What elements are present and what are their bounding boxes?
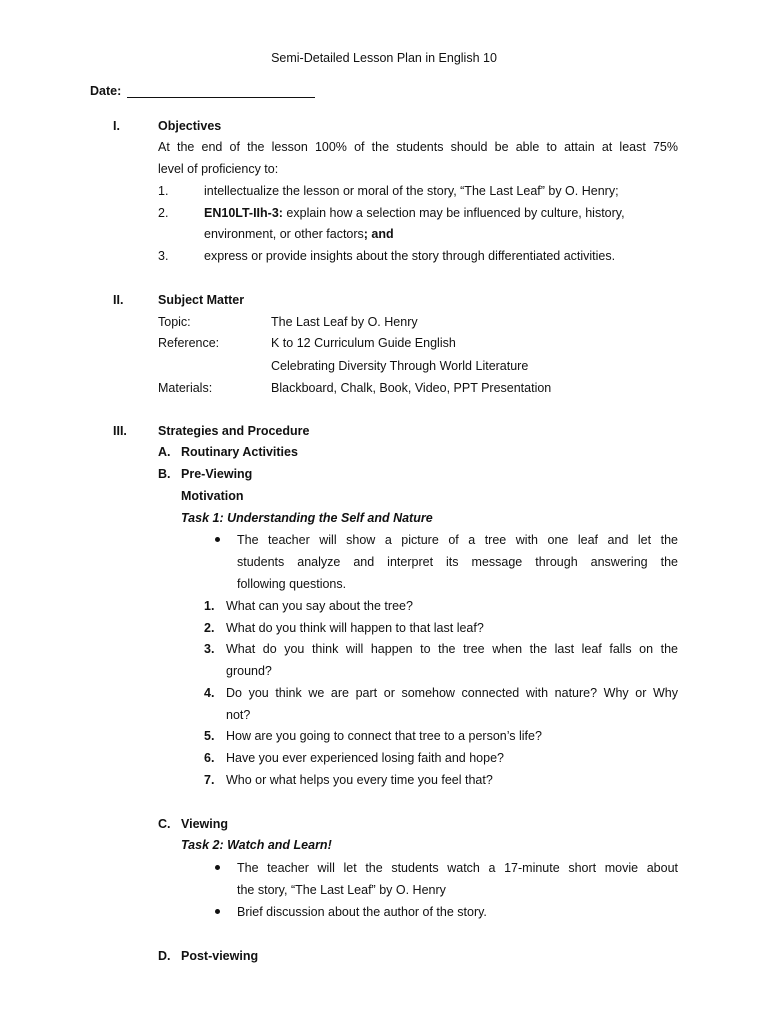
list-number: 3. <box>204 642 215 656</box>
list-number: 2. <box>158 206 169 220</box>
objective-item-2-line2-text: environment, or other factors <box>204 227 364 241</box>
section-heading: Objectives <box>158 119 222 133</box>
subsection-letter: A. <box>158 445 171 459</box>
question-item-continued: not? <box>226 708 251 722</box>
list-number: 3. <box>158 249 169 263</box>
objectives-intro-line1: At the end of the lesson 100% of the students should be able to attain at least 75% <box>158 140 678 154</box>
question-item: Do you think we are part or somehow connected with nature? Why or Why <box>226 686 678 700</box>
objective-item-2-line1: explain how a selection may be influenced by culture, history, <box>282 206 625 220</box>
section-numeral: I. <box>113 119 120 133</box>
section-numeral: II. <box>113 293 124 307</box>
reference-value: K to 12 Curriculum Guide English <box>271 336 456 350</box>
objective-item-2 <box>204 205 678 221</box>
list-number: 2. <box>204 621 215 635</box>
objective-item-3: express or provide insights about the story through differentiated activities. <box>204 249 616 263</box>
subsection-label: Viewing <box>181 817 229 831</box>
list-number: 7. <box>204 773 215 787</box>
question-item: How are you going to connect that tree to a person’s life? <box>226 729 542 743</box>
list-number: 1. <box>204 599 215 613</box>
section-numeral: III. <box>113 424 127 438</box>
competency-code: EN10LT-IIh-3: <box>204 206 283 220</box>
subsection-letter: C. <box>158 817 171 831</box>
task-1-heading: Task 1: Understanding the Self and Nature <box>181 511 433 525</box>
task2-bullet2: Brief discussion about the author of the story. <box>237 905 487 919</box>
question-item-continued: ground? <box>226 664 272 678</box>
task1-bullet-line1: The teacher will show a picture of a tree with one leaf and let the <box>237 533 678 547</box>
topic-label: Topic: <box>158 315 191 329</box>
list-number: 4. <box>204 686 215 700</box>
question-item: What can you say about the tree? <box>226 599 413 613</box>
objective-item-2-line2 <box>204 226 394 242</box>
question-item: Have you ever experienced losing faith and hope? <box>226 751 504 765</box>
bullet-icon <box>215 909 220 914</box>
task1-bullet-line2: students analyze and interpret its message through answering the <box>237 555 678 569</box>
reference-value: Celebrating Diversity Through World Literature <box>271 359 529 373</box>
task1-bullet-line3: following questions. <box>237 577 347 591</box>
subsection-letter: D. <box>158 949 171 963</box>
objective-item-2-line2-end: ; and <box>363 227 394 241</box>
subsection-label: Routinary Activities <box>181 445 298 459</box>
question-item: What do you think will happen to that last leaf? <box>226 621 484 635</box>
question-item: What do you think will happen to the tree when the last leaf falls on the <box>226 642 678 656</box>
motivation-heading: Motivation <box>181 489 244 503</box>
section-heading: Strategies and Procedure <box>158 424 310 438</box>
bullet-icon <box>215 537 220 542</box>
materials-label: Materials: <box>158 381 213 395</box>
task2-bullet1-line1: The teacher will let the students watch a 17-minute short movie about <box>237 861 678 875</box>
reference-label: Reference: <box>158 336 220 350</box>
section-heading: Subject Matter <box>158 293 245 307</box>
subsection-label: Pre-Viewing <box>181 467 253 481</box>
date-label: Date: <box>90 84 122 98</box>
materials-value: Blackboard, Chalk, Book, Video, PPT Presentation <box>271 381 552 395</box>
question-item: Who or what helps you every time you feel that? <box>226 773 493 787</box>
topic-value: The Last Leaf by O. Henry <box>271 315 418 329</box>
list-number: 1. <box>158 184 169 198</box>
list-number: 5. <box>204 729 215 743</box>
subsection-letter: B. <box>158 467 171 481</box>
list-number: 6. <box>204 751 215 765</box>
objectives-intro-line2: level of proficiency to: <box>158 162 279 176</box>
bullet-icon <box>215 865 220 870</box>
objective-item-1: intellectualize the lesson or moral of the story, “The Last Leaf” by O. Henry; <box>204 184 619 198</box>
task-2-heading: Task 2: Watch and Learn! <box>181 838 332 852</box>
task2-bullet1-line2: the story, “The Last Leaf” by O. Henry <box>237 883 446 897</box>
document-title: Semi-Detailed Lesson Plan in English 10 <box>271 51 497 65</box>
subsection-label: Post-viewing <box>181 949 259 963</box>
date-blank-line <box>127 97 315 98</box>
